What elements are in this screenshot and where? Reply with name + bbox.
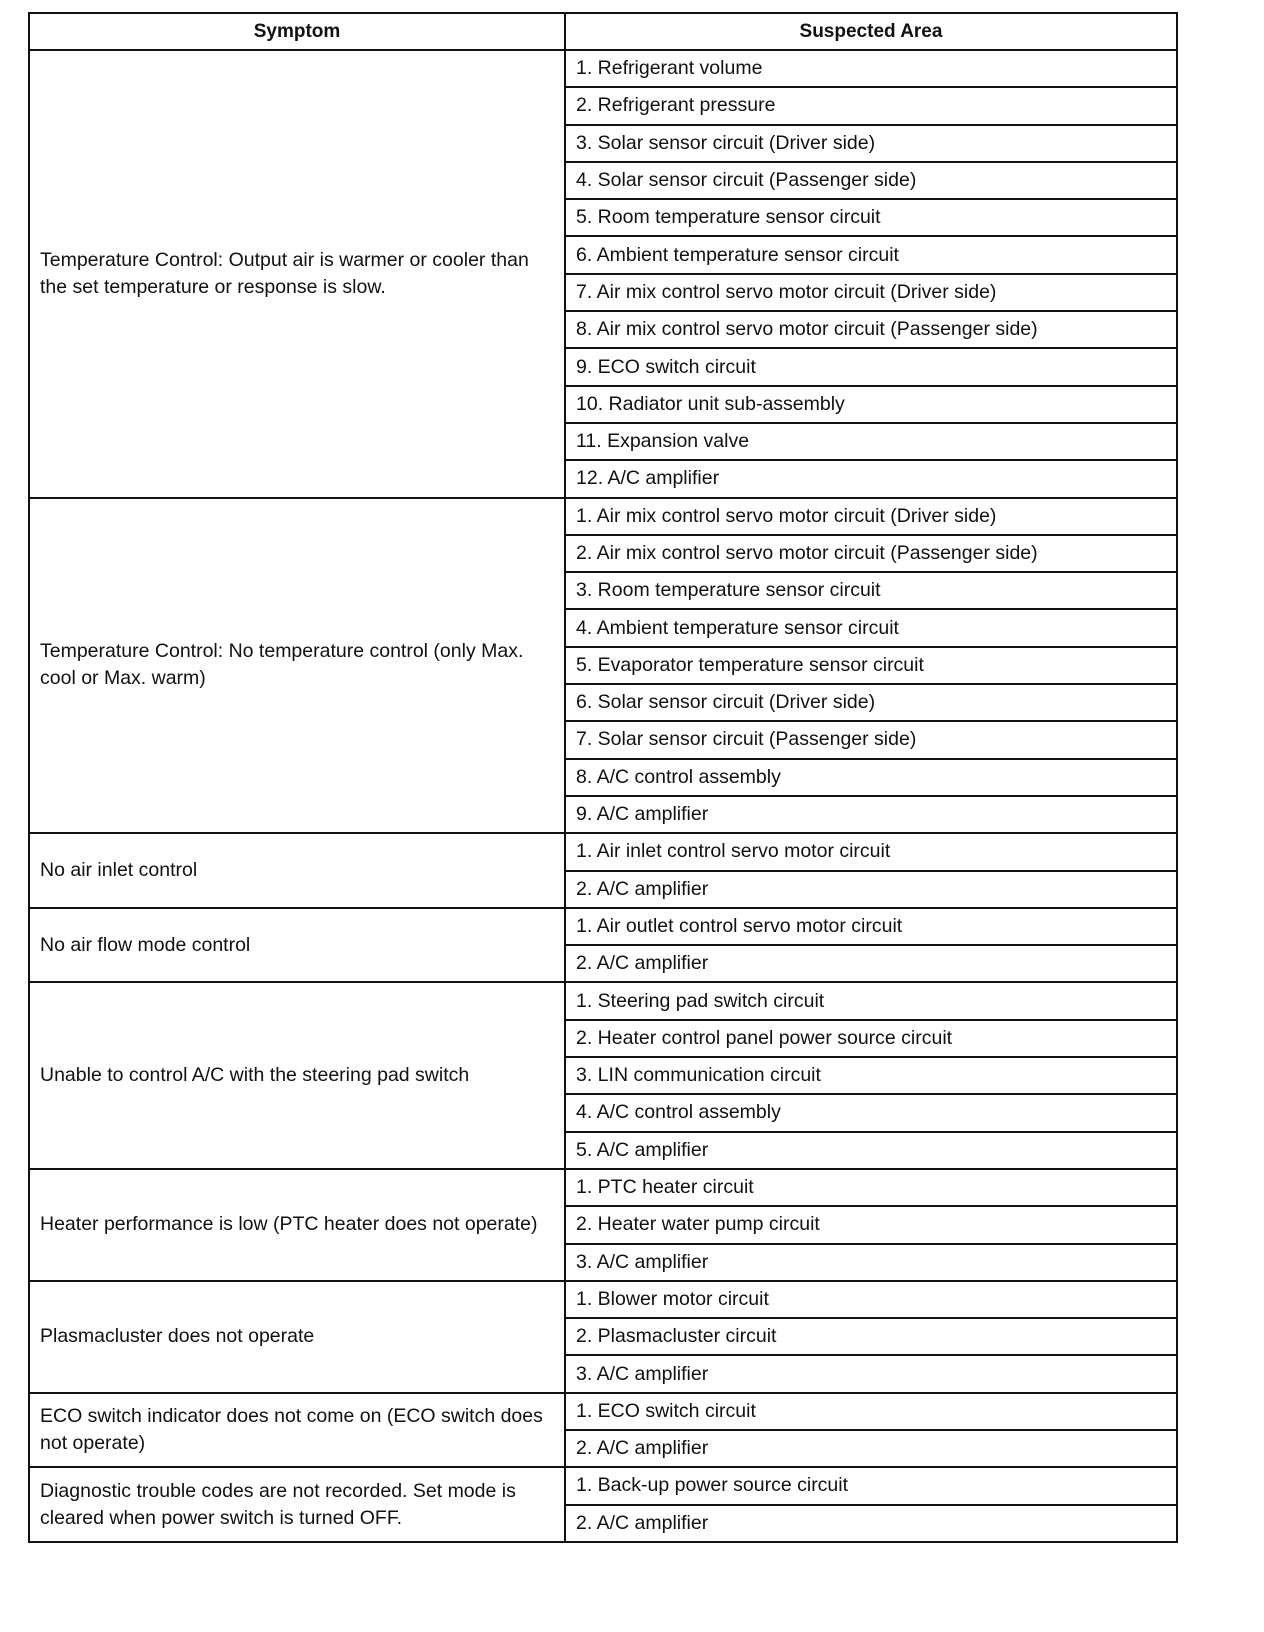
suspected-area-cell: 2. A/C amplifier xyxy=(565,1430,1177,1467)
table-row xyxy=(29,1393,1177,1430)
suspected-area-cell: 2. Heater control panel power source circuit xyxy=(565,1020,1177,1057)
symptom-cell: Unable to control A/C with the steering pad switch xyxy=(29,982,565,1168)
suspected-area-cell: 10. Radiator unit sub-assembly xyxy=(565,386,1177,423)
suspected-area-cell: 12. A/C amplifier xyxy=(565,460,1177,497)
table-row xyxy=(29,833,1177,870)
table-row xyxy=(29,1467,1177,1504)
suspected-area-cell: 1. Blower motor circuit xyxy=(565,1281,1177,1318)
suspected-area-cell: 7. Solar sensor circuit (Passenger side) xyxy=(565,721,1177,758)
suspected-area-cell: 6. Ambient temperature sensor circuit xyxy=(565,236,1177,273)
suspected-area-cell: 1. Back-up power source circuit xyxy=(565,1467,1177,1504)
suspected-area-cell: 2. Heater water pump circuit xyxy=(565,1206,1177,1243)
suspected-area-cell: 5. A/C amplifier xyxy=(565,1132,1177,1169)
table-row xyxy=(29,1169,1177,1206)
suspected-area-cell: 3. Room temperature sensor circuit xyxy=(565,572,1177,609)
suspected-area-cell: 1. Steering pad switch circuit xyxy=(565,982,1177,1019)
symptom-cell: Plasmacluster does not operate xyxy=(29,1281,565,1393)
suspected-area-cell: 1. Air outlet control servo motor circuit xyxy=(565,908,1177,945)
table-header-row xyxy=(29,13,1177,50)
suspected-area-cell: 9. A/C amplifier xyxy=(565,796,1177,833)
symptom-cell: ECO switch indicator does not come on (ECO switch does not operate) xyxy=(29,1393,565,1468)
symptom-cell: No air flow mode control xyxy=(29,908,565,983)
symptom-cell: Temperature Control: Output air is warmer or cooler than the set temperature or response is slow. xyxy=(29,50,565,498)
suspected-area-cell: 5. Evaporator temperature sensor circuit xyxy=(565,647,1177,684)
suspected-area-cell: 7. Air mix control servo motor circuit (Driver side) xyxy=(565,274,1177,311)
suspected-area-cell: 4. Ambient temperature sensor circuit xyxy=(565,609,1177,646)
suspected-area-cell: 2. Refrigerant pressure xyxy=(565,87,1177,124)
suspected-area-cell: 1. Air inlet control servo motor circuit xyxy=(565,833,1177,870)
table-row xyxy=(29,50,1177,87)
suspected-area-cell: 3. Solar sensor circuit (Driver side) xyxy=(565,125,1177,162)
suspected-area-cell: 9. ECO switch circuit xyxy=(565,348,1177,385)
suspected-area-cell: 1. Refrigerant volume xyxy=(565,50,1177,87)
suspected-area-cell: 4. A/C control assembly xyxy=(565,1094,1177,1131)
symptom-column-header: Symptom xyxy=(29,13,565,50)
suspected-area-cell: 11. Expansion valve xyxy=(565,423,1177,460)
suspected-area-cell: 2. A/C amplifier xyxy=(565,871,1177,908)
symptom-cell: Heater performance is low (PTC heater does not operate) xyxy=(29,1169,565,1281)
suspected-area-cell: 2. Plasmacluster circuit xyxy=(565,1318,1177,1355)
problem-symptoms-table-sheet xyxy=(28,12,1176,1543)
suspected-area-cell: 5. Room temperature sensor circuit xyxy=(565,199,1177,236)
suspected-area-cell: 1. PTC heater circuit xyxy=(565,1169,1177,1206)
table-body xyxy=(29,50,1177,1542)
suspected-area-cell: 8. A/C control assembly xyxy=(565,759,1177,796)
suspected-area-cell: 2. A/C amplifier xyxy=(565,1505,1177,1542)
suspected-area-cell: 3. LIN communication circuit xyxy=(565,1057,1177,1094)
table-row xyxy=(29,982,1177,1019)
table-row xyxy=(29,498,1177,535)
symptom-cell: No air inlet control xyxy=(29,833,565,908)
suspected-area-cell: 1. Air mix control servo motor circuit (Driver side) xyxy=(565,498,1177,535)
suspected-area-cell: 8. Air mix control servo motor circuit (Passenger side) xyxy=(565,311,1177,348)
suspected-area-cell: 3. A/C amplifier xyxy=(565,1355,1177,1392)
suspected-area-column-header: Suspected Area xyxy=(565,13,1177,50)
suspected-area-cell: 4. Solar sensor circuit (Passenger side) xyxy=(565,162,1177,199)
table-row xyxy=(29,908,1177,945)
suspected-area-cell: 3. A/C amplifier xyxy=(565,1244,1177,1281)
table-row xyxy=(29,1281,1177,1318)
symptom-cell: Diagnostic trouble codes are not recorded. Set mode is cleared when power switch is turned OFF. xyxy=(29,1467,565,1542)
suspected-area-cell: 2. A/C amplifier xyxy=(565,945,1177,982)
suspected-area-cell: 2. Air mix control servo motor circuit (Passenger side) xyxy=(565,535,1177,572)
suspected-area-cell: 6. Solar sensor circuit (Driver side) xyxy=(565,684,1177,721)
suspected-area-cell: 1. ECO switch circuit xyxy=(565,1393,1177,1430)
problem-symptoms-table xyxy=(28,12,1178,1543)
symptom-cell: Temperature Control: No temperature control (only Max. cool or Max. warm) xyxy=(29,498,565,834)
